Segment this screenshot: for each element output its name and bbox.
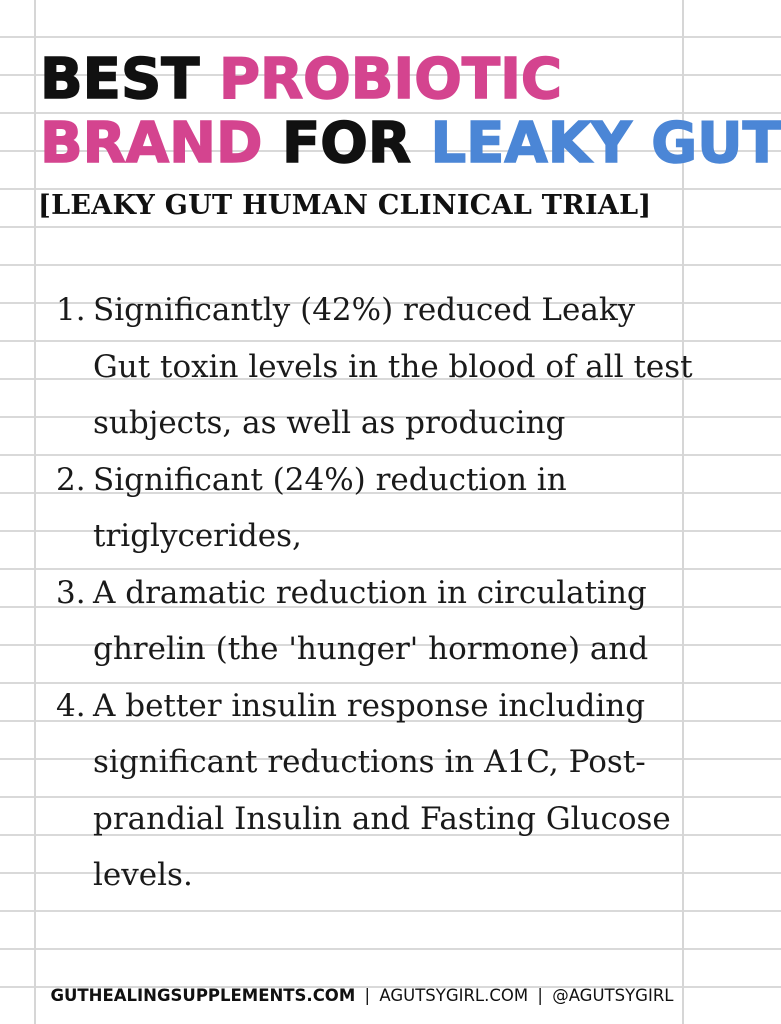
list-item-number: 2. — [56, 461, 86, 498]
list-item-number: 3. — [56, 574, 86, 611]
list-item — [56, 452, 696, 565]
title-word-probiotic: PROBIOTIC — [218, 47, 562, 112]
title-line-1 — [40, 48, 690, 112]
title-word-brand: BRAND — [40, 111, 282, 176]
list-item-text: A better insulin response including significant reductions in A1C, Post-prandial Insulin and Fasting Glucose levels. — [93, 687, 671, 893]
footer — [0, 984, 724, 1008]
footer-site-guthealingsupplements: GUTHEALINGSUPPLEMENTS.COM — [50, 986, 356, 1005]
list-item-text: Significant (24%) reduction in triglycerides, — [93, 461, 567, 554]
list-item — [56, 565, 696, 678]
title-word-best: BEST — [40, 47, 219, 112]
footer-handle: @AGUTSYGIRL — [552, 986, 674, 1005]
title-line-2 — [40, 111, 781, 176]
page-title — [40, 47, 781, 176]
title-word-leaky-gut: LEAKY GUT — [430, 111, 781, 176]
findings-list — [56, 282, 696, 904]
list-item — [56, 282, 696, 452]
list-item-number: 4. — [56, 687, 86, 724]
footer-separator: | — [537, 986, 543, 1005]
footer-site-agutsygirl: AGUTSYGIRL.COM — [379, 986, 529, 1005]
title-word-for: FOR — [282, 111, 431, 176]
list-item-text: A dramatic reduction in circulating ghrelin (the 'hunger' hormone) and — [93, 574, 649, 667]
list-item-number: 1. — [56, 292, 86, 328]
list-item — [56, 678, 696, 904]
list-item-text: Significantly (42%) reduced Leaky Gut toxin levels in the blood of all test subjects, as well as producing — [93, 292, 693, 441]
footer-separator: | — [364, 986, 371, 1005]
subtitle: [LEAKY GUT HUMAN CLINICAL TRIAL] — [38, 190, 652, 221]
